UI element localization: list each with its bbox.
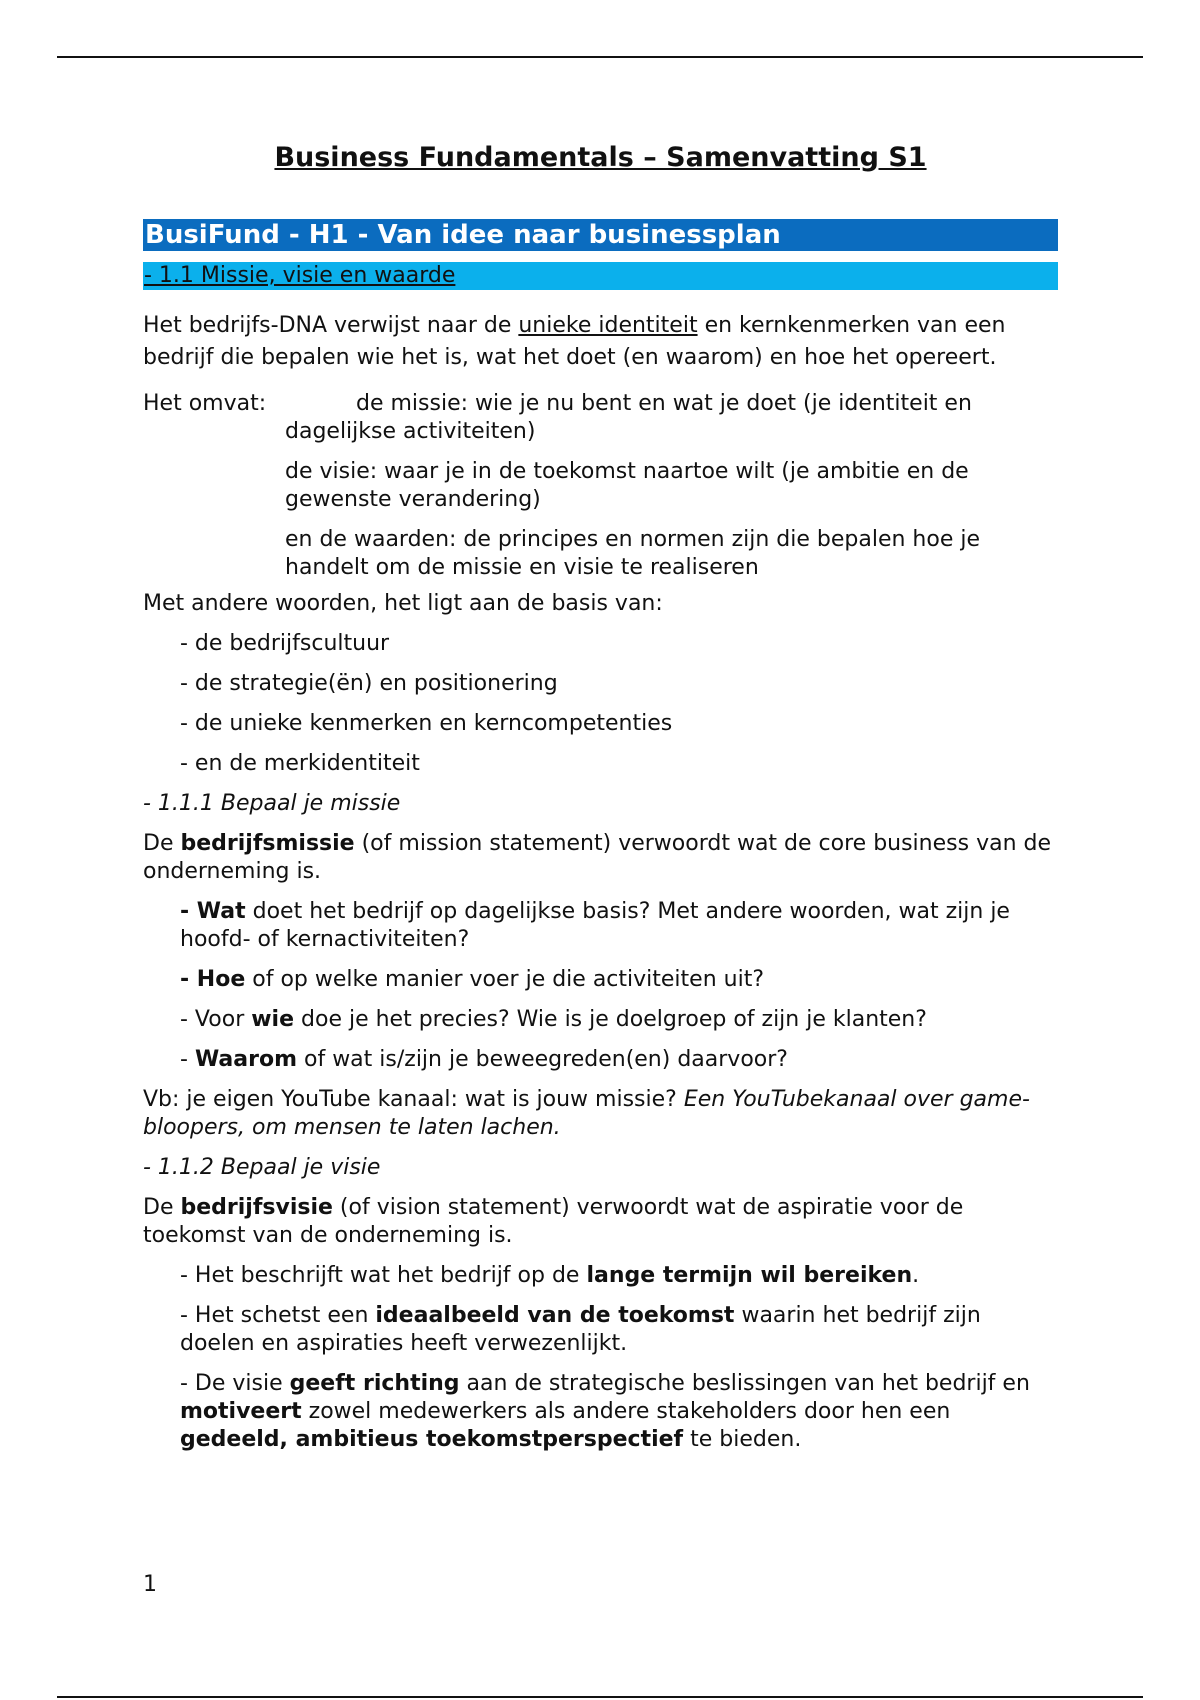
visie-def-c: (of vision statement) verwoordt wat de aspiratie voor de toekomst van de onderneming is.	[143, 1195, 964, 1248]
basis-item: - de bedrijfscultuur	[180, 631, 390, 656]
q4-text-a: -	[180, 1047, 195, 1072]
q2-bold: - Hoe	[180, 967, 246, 992]
q2-text: of op welke manier voer je die activiteiten uit?	[245, 967, 765, 992]
visie-definition	[143, 1194, 1058, 1250]
bottom-rule	[57, 1696, 1143, 1698]
missie-question-wat	[143, 898, 1058, 954]
intro-text-a: Het bedrijfs-DNA verwijst naar de	[143, 313, 519, 338]
missie-question-waarom	[143, 1046, 1058, 1074]
omvat-label: Het omvat:	[143, 391, 267, 416]
q3-text: doe je het precies? Wie is je doelgroep of zijn je klanten?	[294, 1007, 927, 1032]
omvat-item-waarden: en de waarden: de principes en normen zijn die bepalen hoe je handelt om de missie en visie te realiseren	[285, 527, 981, 580]
b2-text-a: - Het schetst een	[180, 1303, 376, 1328]
visie-bullet-3	[143, 1370, 1058, 1454]
missie-example	[143, 1086, 1058, 1142]
basis-item: - de strategie(ën) en positionering	[180, 671, 558, 696]
missie-def-bold: bedrijfsmissie	[180, 831, 355, 856]
b1-text-a: - Het beschrijft wat het bedrijf op de	[180, 1263, 587, 1288]
intro-text-b: en kernkenmerken van een bedrijf die bepalen wie het is, wat het doet (en waarom) en hoe het opereert.	[143, 313, 1006, 370]
b2-bold: ideaalbeeld van de toekomst	[375, 1303, 735, 1328]
b3-text-a: - De visie	[180, 1371, 290, 1396]
top-rule	[57, 56, 1143, 58]
missie-heading: - 1.1.1 Bepaal je missie	[143, 791, 401, 816]
missie-def-a: De	[143, 831, 181, 856]
section-heading: - 1.1 Missie, visie en waarde	[143, 262, 1058, 290]
q4-bold: Waarom	[194, 1047, 297, 1072]
omvat-item-visie: de visie: waar je in de toekomst naartoe wilt (je ambitie en de gewenste verandering)	[285, 459, 969, 512]
basis-lead: Met andere woorden, het ligt aan de basis van:	[143, 591, 663, 616]
missie-question-wie	[143, 1006, 1058, 1034]
intro-paragraph	[143, 310, 1058, 374]
b2-text-c: waarin het bedrijf zijn doelen en aspiraties heeft verwezenlijkt.	[180, 1303, 981, 1356]
example-text: Vb: je eigen YouTube kanaal: wat is jouw missie?	[143, 1087, 684, 1112]
q4-text: of wat is/zijn je beweegreden(en) daarvoor?	[297, 1047, 788, 1072]
b3-text-c: aan de strategische beslissingen van het bedrijf en	[459, 1371, 1030, 1396]
q3-bold: wie	[251, 1007, 295, 1032]
missie-def-c: (of mission statement) verwoordt wat de core business van de onderneming is.	[143, 831, 1052, 884]
chapter-heading: BusiFund - H1 - Van idee naar businessplan	[143, 219, 1058, 251]
visie-bullet-2	[143, 1302, 1058, 1358]
b3-text-g: te bieden.	[683, 1427, 802, 1452]
page-number: 1	[143, 1572, 157, 1597]
basis-item: - de unieke kenmerken en kerncompetenties	[180, 711, 673, 736]
b3-bold-3: gedeeld, ambitieus toekomstperspectief	[180, 1427, 684, 1452]
b1-bold: lange termijn wil bereiken	[586, 1263, 913, 1288]
omvat-block	[143, 390, 1058, 582]
visie-def-bold: bedrijfsvisie	[180, 1195, 333, 1220]
visie-heading: - 1.1.2 Bepaal je visie	[143, 1155, 381, 1180]
document-title: Business Fundamentals – Samenvatting S1	[274, 142, 927, 173]
b1-text-c: .	[912, 1263, 920, 1288]
missie-question-hoe	[143, 966, 1058, 994]
q1-bold: - Wat	[180, 899, 246, 924]
b3-bold-2: motiveert	[180, 1399, 302, 1424]
page-content	[143, 138, 1058, 1466]
visie-def-a: De	[143, 1195, 181, 1220]
intro-underlined: unieke identiteit	[518, 313, 698, 338]
basis-item: - en de merkidentiteit	[180, 751, 420, 776]
omvat-item-missie: de missie: wie je nu bent en wat je doet (je identiteit en dagelijkse activiteiten)	[285, 391, 972, 444]
example-italic: Een YouTubekanaal over game-bloopers, om mensen te laten lachen.	[143, 1087, 1030, 1140]
b3-text-e: zowel medewerkers als andere stakeholders door hen een	[301, 1399, 951, 1424]
q3-text-a: - Voor	[180, 1007, 252, 1032]
q1-text: doet het bedrijf op dagelijkse basis? Met andere woorden, wat zijn je hoofd- of kernactiviteiten?	[180, 899, 1010, 952]
visie-bullet-1	[143, 1262, 1058, 1290]
missie-definition	[143, 830, 1058, 886]
b3-bold-1: geeft richting	[289, 1371, 460, 1396]
